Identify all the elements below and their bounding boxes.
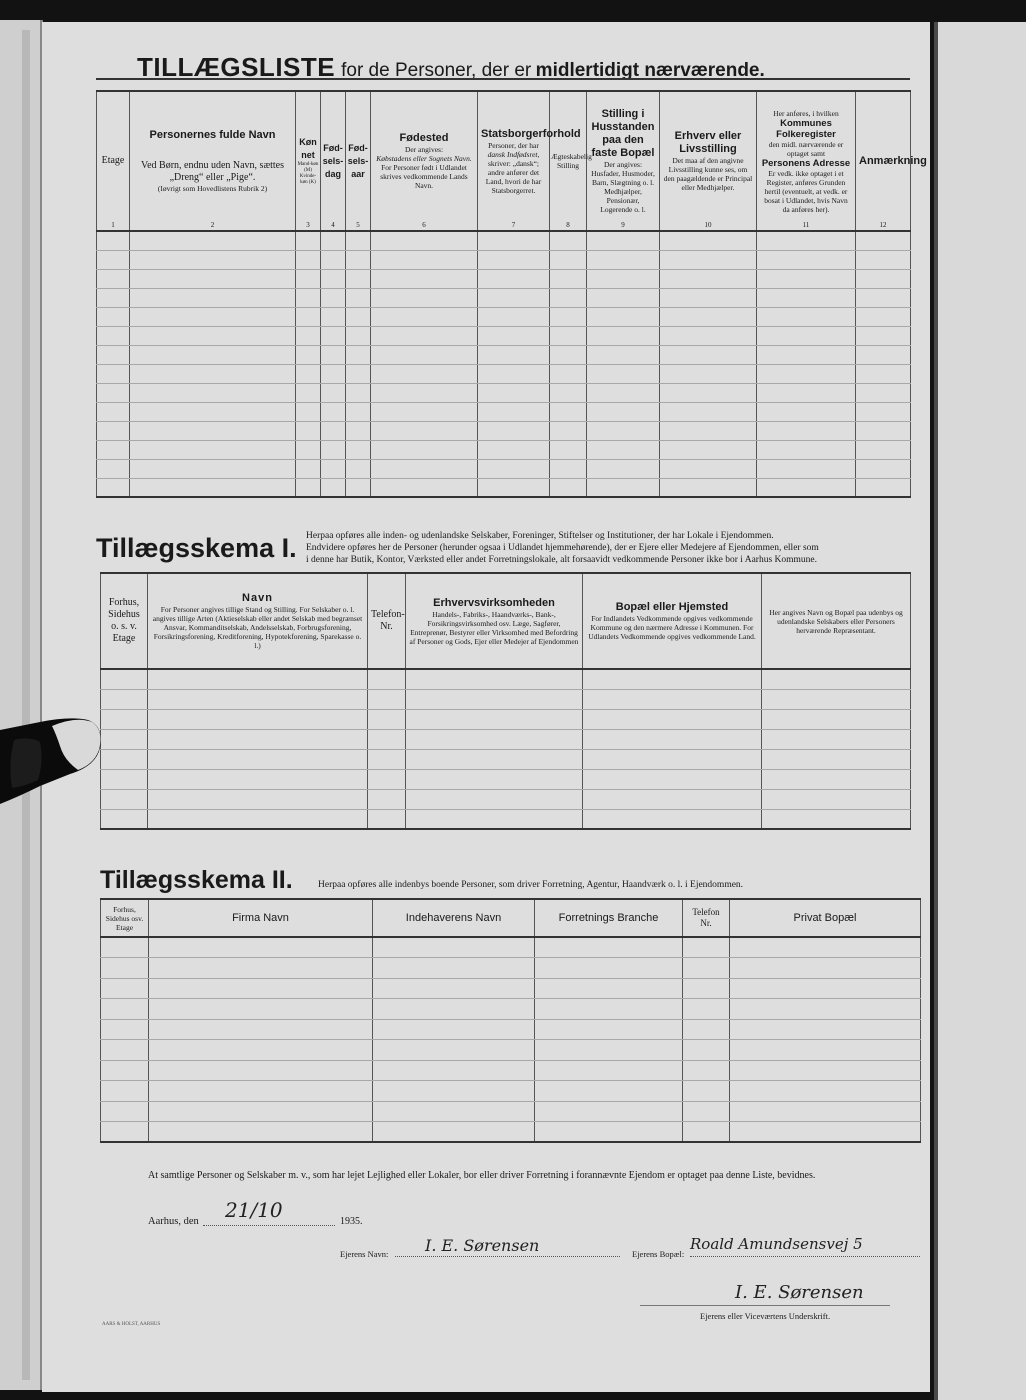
owner-name-line (395, 1256, 620, 1257)
table-row (101, 1040, 921, 1061)
right-page-edge (934, 22, 1026, 1400)
col-foedselsdag: Fød-sels-dag 4 (321, 91, 346, 231)
table-row (97, 402, 911, 421)
owner-address-handwritten: Roald Amundsensvej 5 (690, 1235, 863, 1253)
table-row (101, 978, 921, 999)
col-folkeregister: Her anføres, i hvilken Kommunes Folkeregister den midl. nærværende er optaget samt Personens Adresse Er vedk. ikke optaget i et Register, anføres Grunden hertil (eventuelt, at vedk. er bosat i Udlandet, hvis Navn da anføres her). 11 (757, 91, 856, 231)
table-row (101, 769, 911, 789)
s2-col-bopael: Privat Bopæl (730, 899, 921, 937)
signature-label: Ejerens eller Viceværtens Underskrift. (700, 1311, 831, 1321)
skema1-title: Tillægsskema I. (96, 533, 297, 563)
s2-col-firma: Firma Navn (149, 899, 373, 937)
table-row (101, 689, 911, 709)
s2-col-telefon: Telefon Nr. (683, 899, 730, 937)
s1-col-etage: Forhus, Sidehus o. s. v. Etage (101, 573, 148, 669)
col-stilling: Stilling i Husstanden paa den faste Bopæl Der angives: Husfader, Husmoder, Barn, Slægtning o. l. Medhjælper, Pensionær, Logerende o. l. 9 (587, 91, 660, 231)
table-row (101, 709, 911, 729)
year: 1935. (340, 1216, 363, 1227)
table-row (101, 669, 911, 689)
owner-address-label: Ejerens Bopæl: (632, 1249, 685, 1259)
s1-col-telefon: Telefon-Nr. (368, 573, 406, 669)
s1-col-bopael: Bopæl eller Hjemsted For Indlandets Vedkommende opgives vedkommende Kommune og den nærmere Adresse i Kommunen. For Udlandets Vedkommende opgives vedkommende Land. (583, 573, 762, 669)
signature-handwritten: I. E. Sørensen (735, 1282, 864, 1303)
skema2-note: Herpaa opføres alle indenbys boende Personer, som driver Forretning, Agentur, Haandværk o. l. i Ejendommen. (318, 880, 744, 890)
col-foedested: Fødested Der angives: Købstadens eller Sognets Navn. For Personer født i Udlandet skrives vedkommende Lands Navn. 6 (371, 91, 478, 231)
s2-col-branche: Forretnings Branche (535, 899, 683, 937)
table-row (101, 729, 911, 749)
col-koennet: Kønnet Mand-køn (M) Kvinde-køn (K) 3 (296, 91, 321, 231)
skema1-note-line3: i denne har Butik, Kontor, Værksted eller andet Forretningslokale, alt forsaavidt vedkommende Personer ikke bor i Aarhus Kommune. (306, 555, 818, 565)
skema1-note-line1: Herpaa opføres alle inden- og udenlandske Selskaber, Foreninger, Stiftelser og Institutioner, der har Lokale i Ejendommen. (306, 531, 774, 541)
table-row (101, 1019, 921, 1040)
skema2-table (100, 898, 921, 1143)
table-row (97, 345, 911, 364)
table-row (101, 809, 911, 829)
owner-name-label: Ejerens Navn: (340, 1249, 389, 1259)
table-row (97, 440, 911, 459)
page-title: TILLÆGSLISTE for de Personer, der er midlertidigt nærværende. (137, 52, 765, 82)
owner-address-line (690, 1256, 920, 1257)
thumb-image (0, 700, 102, 810)
skema2-title: Tillægsskema II. (100, 866, 293, 894)
table-row (97, 459, 911, 478)
main-table (96, 90, 927, 498)
col-anmaerkning: Anmærkning 12 (856, 91, 911, 231)
s1-col-navn: Navn For Personer angives tillige Stand og Stilling. For Selskaber o. l. angives tillige Arten (Aktieselskab eller andet Selskab med begrænset Ansvar, Kommanditselskab, Andelsselskab, Forbrugsforening, Forsikringsforening, Kreditforening, Hypotekforening, Sparekasse o. l.) (148, 573, 368, 669)
table-row (97, 231, 911, 250)
table-row (101, 1122, 921, 1143)
signature-line (640, 1305, 890, 1306)
date-handwritten: 21/10 (225, 1198, 283, 1222)
certification-text: At samtlige Personer og Selskaber m. v., som har lejet Lejlighed eller Lokaler, bor eller driver Forretning i forannævnte Ejendom er optaget paa denne Liste, bevidnes. (148, 1170, 816, 1181)
table-row (97, 307, 911, 326)
col-etage: Etage 1 (97, 91, 130, 231)
col-aegteskabelig: Ægteskabelig Stilling 8 (550, 91, 587, 231)
col-statsborger: Statsborgerforhold Personer, der har dansk Indfødsret, skriver: „dansk“; andre anfører det Land, hvori de har Statsborgerret. 7 (478, 91, 550, 231)
table-row (101, 999, 921, 1020)
s1-col-repraesentant: Her angives Navn og Bopæl paa udenbys og udenlandske Selskabers eller Personers herværende Repræsentant. (762, 573, 911, 669)
s1-col-erhverv: Erhvervsvirksomheden Handels-, Fabriks-, Haandværks-, Bank-, Forsikringsvirksomhed osv. Læge, Sagfører, Entreprenør, Bestyrer eller Virksomhed med Befordring af Personer og Gods, Ejer eller Medejer af Ejendommen (406, 573, 583, 669)
owner-name-handwritten: I. E. Sørensen (425, 1236, 540, 1255)
table-row (101, 1060, 921, 1081)
table-row (101, 937, 921, 958)
table-row (97, 288, 911, 307)
skema1-note-line2: Endvidere opføres her de Personer (herunder ogsaa i Udlandet hjemmehørende), der er Ejere eller Medejere af Ejendommen, eller som (306, 543, 819, 553)
s2-col-indehaver: Indehaverens Navn (373, 899, 535, 937)
table-row (101, 1081, 921, 1102)
s2-col-etage: Forhus, Sidehus osv. Etage (101, 899, 149, 937)
table-row (101, 958, 921, 979)
table-row (101, 1101, 921, 1122)
table-row (97, 326, 911, 345)
printer-imprint: AARS & HOLST, AARHUS (102, 1322, 161, 1327)
title-rule (96, 78, 910, 80)
col-navn: Personernes fulde Navn Ved Børn, endnu uden Navn, sættes „Dreng“ eller „Pige“. (Iøvrigt som Hovedlistens Rubrik 2) 2 (130, 91, 296, 231)
table-row (97, 478, 911, 497)
col-foedselsaar: Fød-sels-aar 5 (346, 91, 371, 231)
date-place-label: Aarhus, den (148, 1216, 199, 1227)
skema1-table (100, 572, 911, 830)
table-row (97, 269, 911, 288)
table-row (101, 749, 911, 769)
table-row (101, 789, 911, 809)
col-erhverv: Erhverv eller Livsstilling Det maa af den angivne Livsstilling kunne ses, om den paagældende er Principal eller Medhjælper. 10 (660, 91, 757, 231)
table-row (97, 421, 911, 440)
date-line (203, 1225, 335, 1226)
table-row (97, 250, 911, 269)
table-row (97, 364, 911, 383)
table-row (97, 383, 911, 402)
